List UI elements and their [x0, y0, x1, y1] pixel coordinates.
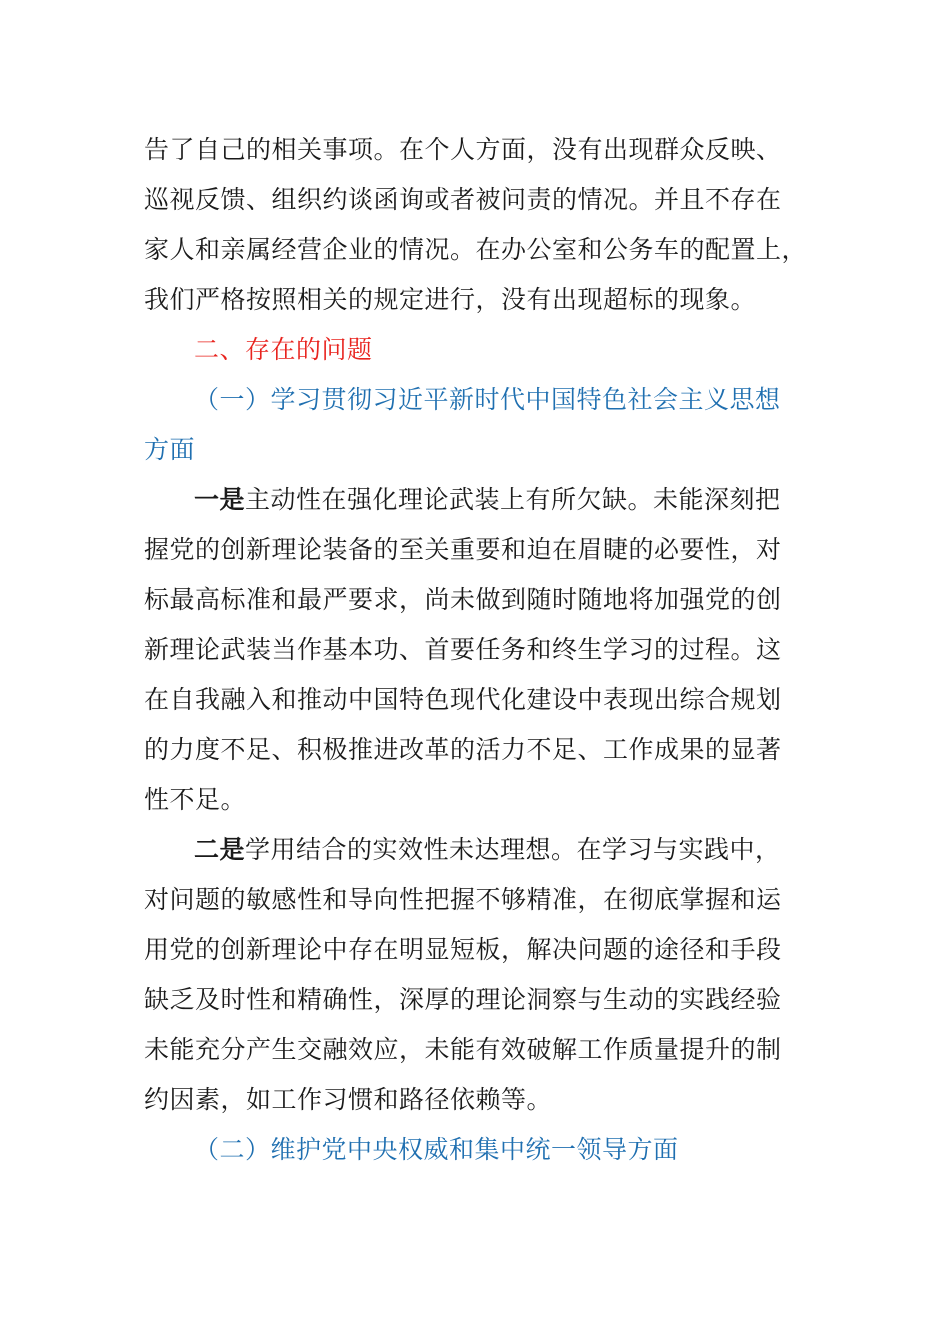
lead-term: 二是 — [194, 835, 246, 864]
paragraph-line: 我们严格按照相关的规定进行，没有出现超标的现象。 — [144, 285, 757, 314]
paragraph-line: 握党的创新理论装备的至关重要和迫在眉睫的必要性，对 — [144, 535, 782, 564]
paragraph-line: 约因素，如工作习惯和路径依赖等。 — [144, 1085, 553, 1114]
paragraph-line: 新理论武装当作基本功、首要任务和终生学习的过程。这 — [144, 635, 782, 664]
paragraph-line: 的力度不足、积极推进改革的活力不足、工作成果的显著 — [144, 735, 782, 764]
paragraph-text: 主动性在强化理论武装上有所欠缺。未能深刻把 — [245, 485, 781, 514]
paragraph-line: 对问题的敏感性和导向性把握不够精准，在彻底掌握和运 — [144, 885, 782, 914]
subsection-heading: （二）维护党中央权威和集中统一领导方面 — [194, 1135, 679, 1164]
paragraph-line — [194, 834, 781, 866]
paragraph-line: 巡视反馈、组织约谈函询或者被问责的情况。并且不存在 — [144, 185, 782, 214]
paragraph-line: 家人和亲属经营企业的情况。在办公室和公务车的配置上， — [144, 235, 808, 264]
paragraph-line: 用党的创新理论中存在明显短板，解决问题的途径和手段 — [144, 935, 782, 964]
paragraph-line: 告了自己的相关事项。在个人方面，没有出现群众反映、 — [144, 135, 782, 164]
paragraph-line: 性不足。 — [144, 785, 247, 814]
paragraph-line: 未能充分产生交融效应，未能有效破解工作质量提升的制 — [144, 1035, 782, 1064]
paragraph-text: 学用结合的实效性未达理想。在学习与实践中， — [245, 835, 781, 864]
section-heading: 二、存在的问题 — [194, 335, 373, 364]
lead-term: 一是 — [194, 485, 246, 514]
paragraph-line — [194, 484, 781, 516]
paragraph-line: 缺乏及时性和精确性，深厚的理论洞察与生动的实践经验 — [144, 985, 782, 1014]
paragraph-line: 在自我融入和推动中国特色现代化建设中表现出综合规划 — [144, 685, 782, 714]
subsection-heading: （一）学习贯彻习近平新时代中国特色社会主义思想 — [194, 385, 781, 414]
paragraph-line: 标最高标准和最严要求，尚未做到随时随地将加强党的创 — [144, 585, 782, 614]
subsection-heading-cont: 方面 — [144, 435, 196, 464]
